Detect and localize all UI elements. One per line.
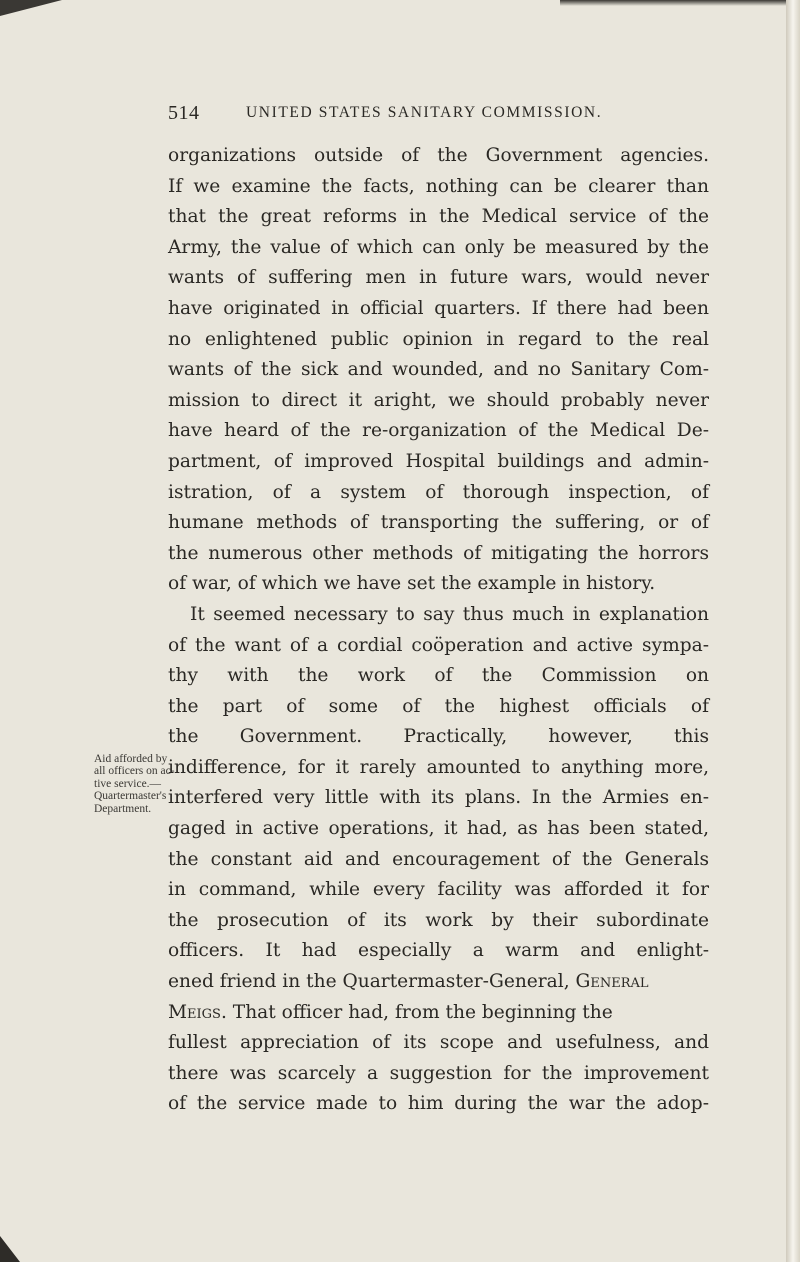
page-top-edge-shadow <box>560 0 800 6</box>
text-line: the prosecution of its work by their subordinate <box>168 909 709 931</box>
text-line: If we examine the facts, nothing can be clearer than <box>168 175 709 197</box>
text-line: the part of some of the highest officials of <box>168 695 709 717</box>
text-line: wants of suffering men in future wars, would never <box>168 267 709 289</box>
text-line: the constant aid and encouragement of the Generals <box>168 848 709 870</box>
text-line: in command, while every facility was afforded it for <box>168 879 709 901</box>
margin-note-line: tive service.— <box>94 777 162 790</box>
page-bottom-corner-shadow <box>0 1236 20 1262</box>
text-line: Army, the value of which can only be measured by the <box>168 236 709 258</box>
running-head: UNITED STATES SANITARY COMMISSION. <box>246 104 603 121</box>
text-line: that the great reforms in the Medical service of the <box>168 206 709 228</box>
text-line: partment, of improved Hospital buildings and admin- <box>168 450 709 472</box>
text-line: officers. It had especially a warm and enlight- <box>168 940 709 962</box>
small-caps-name: Meigs <box>168 1001 221 1023</box>
text-line: mission to direct it aright, we should probably never <box>168 389 709 411</box>
margin-note-line: Aid afforded by <box>94 753 168 765</box>
text-line: thy with the work of the Commission on <box>168 665 709 687</box>
text-run: . That officer had, from the beginning the <box>220 1001 613 1023</box>
margin-note <box>94 753 175 815</box>
margin-note-line: Quartermaster's <box>94 790 167 803</box>
margin-note-line: all officers on ac- <box>94 765 175 778</box>
text-line: interfered very little with its plans. In the Armies en- <box>168 787 709 809</box>
body-text <box>168 141 709 1120</box>
text-line <box>168 967 709 998</box>
small-caps-name: General <box>575 971 649 993</box>
page-header <box>168 102 709 128</box>
text-line: It seemed necessary to say thus much in explanation <box>190 603 709 625</box>
text-line: of war, of which we have set the example in history. <box>168 573 656 595</box>
text-line: have heard of the re-organization of the Medical De- <box>168 420 709 442</box>
text-line: istration, of a system of thorough inspection, of <box>168 481 709 503</box>
page-corner-shadow <box>0 0 62 16</box>
text-line: wants of the sick and wounded, and no Sanitary Com- <box>168 359 709 381</box>
text-line: humane methods of transporting the suffering, or of <box>168 512 709 534</box>
margin-note-line: Department. <box>94 802 152 815</box>
text-line: organizations outside of the Government agencies. <box>168 145 709 166</box>
text-run: ened friend in the Quartermaster-General, <box>168 971 576 993</box>
text-line: indifference, for it rarely amounted to anything more, <box>168 756 709 778</box>
text-line: there was scarcely a suggestion for the improvement <box>168 1062 709 1084</box>
text-line: of the want of a cordial coöperation and active sympa- <box>168 634 709 656</box>
text-line: fullest appreciation of its scope and usefulness, and <box>168 1032 709 1054</box>
page-number: 514 <box>168 102 200 124</box>
text-line: no enlightened public opinion in regard to the real <box>168 328 709 350</box>
text-line: gaged in active operations, it had, as has been stated, <box>168 818 709 840</box>
text-line: the numerous other methods of mitigating the horrors <box>168 542 709 564</box>
text-line <box>168 998 709 1029</box>
text-line: the Government. Practically, however, this <box>168 726 709 748</box>
text-line: of the service made to him during the war the adop- <box>168 1093 709 1115</box>
page-edge <box>786 0 800 1262</box>
text-line: have originated in official quarters. If there had been <box>168 297 709 319</box>
